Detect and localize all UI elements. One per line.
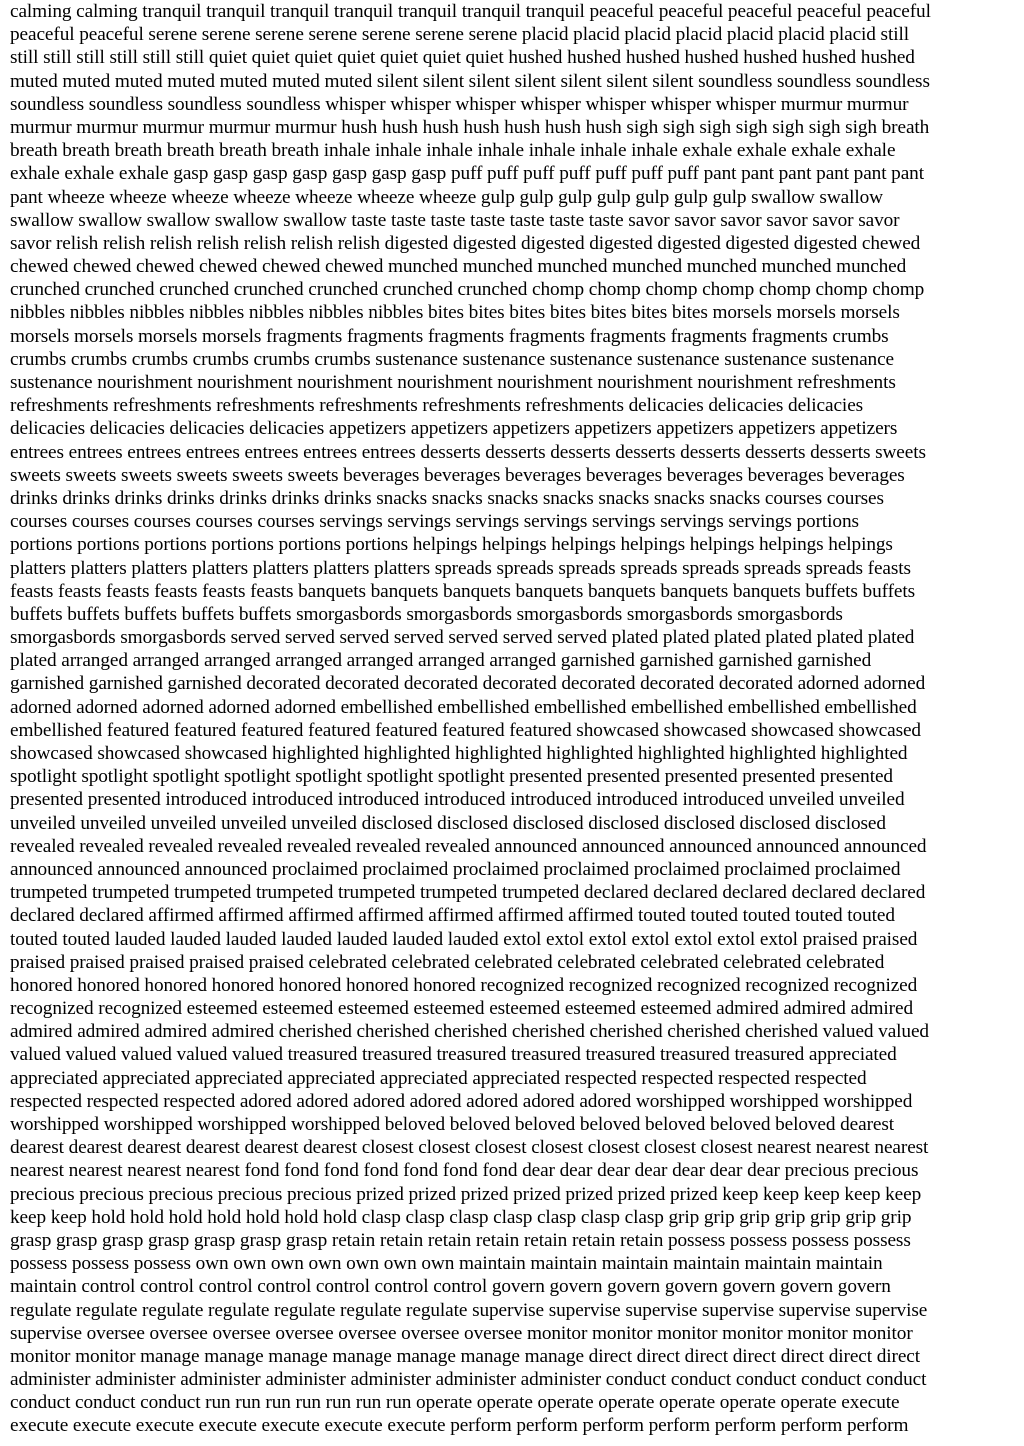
text-line: pant wheeze wheeze wheeze wheeze wheeze wheeze wheeze gulp gulp gulp gulp gulp gulp gulp swallow swallow (10, 186, 883, 208)
text-line: savor relish relish relish relish relish relish relish digested digested digested digested digested digested digested chewed (10, 232, 921, 254)
text-line: buffets buffets buffets buffets buffets smorgasbords smorgasbords smorgasbords smorgasbords smorgasbords (10, 603, 843, 625)
text-line: administer administer administer administer administer administer administer conduct conduct conduct conduct conduct (10, 1369, 927, 1391)
text-line: nearest nearest nearest nearest fond fond fond fond fond fond fond dear dear dear dear dear dear dear precious precious (10, 1160, 919, 1182)
text-line: execute execute execute execute execute execute execute perform perform perform perform perform perform perform (10, 1415, 909, 1437)
text-line: showcased showcased showcased highlighted highlighted highlighted highlighted highlighted highlighted highlighted (10, 743, 908, 764)
text-line: adorned adorned adorned adorned adorned embellished embellished embellished embellished embellished embellished (10, 696, 917, 718)
text-line: exhale exhale exhale gasp gasp gasp gasp gasp gasp gasp puff puff puff puff puff puff puff pant pant pant pant pant pant (10, 163, 924, 185)
text-line: morsels morsels morsels morsels fragments fragments fragments fragments fragments fragments fragments crumbs (10, 325, 889, 347)
text-line: plated arranged arranged arranged arranged arranged arranged arranged garnished garnished garnished garnished (10, 650, 872, 672)
text-line: crumbs crumbs crumbs crumbs crumbs crumbs sustenance sustenance sustenance sustenance sustenance sustenance (10, 348, 894, 370)
text-line: swallow swallow swallow swallow swallow taste taste taste taste taste taste taste savor savor savor savor savor savor (10, 209, 900, 231)
text-line: worshipped worshipped worshipped worshipped beloved beloved beloved beloved beloved beloved beloved dearest (10, 1114, 895, 1135)
text-line: precious precious precious precious precious prized prized prized prized prized prized prized keep keep keep keep keep (10, 1183, 922, 1205)
text-line: honored honored honored honored honored honored honored recognized recognized recognized recognized recognized (10, 974, 918, 996)
text-line: delicacies delicacies delicacies delicacies appetizers appetizers appetizers appetizers appetizers appetizers appetizers (10, 418, 898, 440)
text-line: praised praised praised praised praised celebrated celebrated celebrated celebrated celebrated celebrated celebrated (10, 951, 885, 973)
text-line: chewed chewed chewed chewed chewed chewed munched munched munched munched munched munched munched (10, 256, 907, 278)
text-line: possess possess possess own own own own own own own maintain maintain maintain maintain maintain maintain (10, 1253, 883, 1275)
text-line: crunched crunched crunched crunched crunched crunched crunched chomp chomp chomp chomp chomp chomp chomp (10, 279, 925, 301)
text-line: monitor monitor manage manage manage manage manage manage manage direct direct direct direct direct direct direct (10, 1345, 921, 1367)
text-line: garnished garnished garnished decorated decorated decorated decorated decorated decorated decorated adorned adorned (10, 673, 926, 695)
text-line: refreshments refreshments refreshments refreshments refreshments refreshments delicacies delicacies delicacies (10, 395, 864, 417)
text-line: declared declared affirmed affirmed affirmed affirmed affirmed affirmed affirmed touted touted touted touted touted (10, 905, 895, 927)
text-line: smorgasbords smorgasbords served served served served served served served plated plated plated plated plated plated (10, 627, 915, 649)
text-line: calming calming tranquil tranquil tranquil tranquil tranquil tranquil tranquil peaceful peaceful peaceful peaceful peaceful (10, 1, 931, 22)
text-line: spotlight spotlight spotlight spotlight spotlight spotlight spotlight presented presented presented presented presented (10, 766, 893, 788)
text-line: presented presented introduced introduced introduced introduced introduced introduced introduced unveiled unveiled (10, 789, 905, 811)
text-line: still still still still still still quiet quiet quiet quiet quiet quiet quiet hushed hushed hushed hushed hushed hushed hushed (10, 47, 915, 69)
text-line: keep keep hold hold hold hold hold hold hold clasp clasp clasp clasp clasp clasp clasp grip grip grip grip grip grip grip (10, 1206, 912, 1228)
text-line: appreciated appreciated appreciated appreciated appreciated appreciated respected respected respected respected (10, 1067, 867, 1089)
text-line: soundless soundless soundless soundless whisper whisper whisper whisper whisper whisper whisper murmur murmur (10, 93, 909, 115)
text-line: unveiled unveiled unveiled unveiled unveiled disclosed disclosed disclosed disclosed disclosed disclosed disclosed (10, 812, 886, 834)
text-line: murmur murmur murmur murmur murmur hush hush hush hush hush hush hush sigh sigh sigh sigh sigh sigh sigh breath (10, 116, 930, 138)
text-line: courses courses courses courses courses servings servings servings servings servings servings servings portions (10, 511, 859, 533)
text-line: admired admired admired admired cherished cherished cherished cherished cherished cherished cherished valued valued (10, 1021, 929, 1043)
text-line: grasp grasp grasp grasp grasp grasp grasp retain retain retain retain retain retain retain possess possess possess possess (10, 1229, 911, 1251)
text-line: touted touted lauded lauded lauded lauded lauded lauded lauded extol extol extol extol extol extol extol praised praised (10, 928, 918, 950)
text-line: muted muted muted muted muted muted muted silent silent silent silent silent silent silent soundless soundless soundless (10, 70, 930, 92)
text-line: feasts feasts feasts feasts feasts feasts banquets banquets banquets banquets banquets banquets banquets buffets buffets (10, 580, 916, 602)
text-line: maintain control control control control control control control govern govern govern govern govern govern govern (10, 1276, 891, 1298)
text-line: entrees entrees entrees entrees entrees entrees entrees desserts desserts desserts desserts desserts desserts desserts sweets (10, 441, 926, 463)
text-line: portions portions portions portions portions portions helpings helpings helpings helpings helpings helpings helpings (10, 534, 893, 556)
text-line: breath breath breath breath breath breath inhale inhale inhale inhale inhale inhale inhale exhale exhale exhale exhale (10, 140, 896, 162)
text-line: supervise oversee oversee oversee oversee oversee oversee oversee monitor monitor monitor monitor monitor monitor (10, 1322, 913, 1344)
text-line: nibbles nibbles nibbles nibbles nibbles nibbles nibbles bites bites bites bites bites bites bites morsels morsels morsels (10, 302, 900, 324)
text-line: embellished featured featured featured featured featured featured featured showcased showcased showcased showcased (10, 719, 921, 741)
text-line: valued valued valued valued valued treasured treasured treasured treasured treasured treasured treasured appreciated (10, 1044, 897, 1066)
text-line: respected respected respected adored adored adored adored adored adored adored worshipped worshipped worshipped (10, 1090, 913, 1112)
text-line: sweets sweets sweets sweets sweets sweets beverages beverages beverages beverages beverages beverages beverages (10, 464, 905, 486)
text-line: revealed revealed revealed revealed revealed revealed revealed announced announced announced announced announced (10, 835, 927, 857)
text-line: platters platters platters platters platters platters platters spreads spreads spreads spreads spreads spreads spreads feasts (10, 557, 911, 579)
text-line: drinks drinks drinks drinks drinks drinks drinks snacks snacks snacks snacks snacks snacks snacks courses courses (10, 487, 884, 509)
text-line: sustenance nourishment nourishment nourishment nourishment nourishment nourishment nourishment refreshments (10, 372, 896, 393)
text-line: regulate regulate regulate regulate regulate regulate regulate supervise supervise supervise supervise supervise supervise (10, 1299, 928, 1321)
text-line: trumpeted trumpeted trumpeted trumpeted trumpeted trumpeted trumpeted declared declared declared declared declared (10, 882, 926, 904)
text-line: conduct conduct conduct run run run run run run run operate operate operate operate operate operate operate execute (10, 1392, 900, 1414)
text-line: announced announced announced proclaimed proclaimed proclaimed proclaimed proclaimed proclaimed proclaimed (10, 858, 901, 880)
text-line: dearest dearest dearest dearest dearest dearest closest closest closest closest closest closest closest nearest nearest nearest (10, 1137, 929, 1159)
text-line: peaceful peaceful serene serene serene serene serene serene serene placid placid placid placid placid placid placid still (10, 24, 909, 46)
text-line: recognized recognized esteemed esteemed esteemed esteemed esteemed esteemed esteemed admired admired admired (10, 998, 913, 1020)
